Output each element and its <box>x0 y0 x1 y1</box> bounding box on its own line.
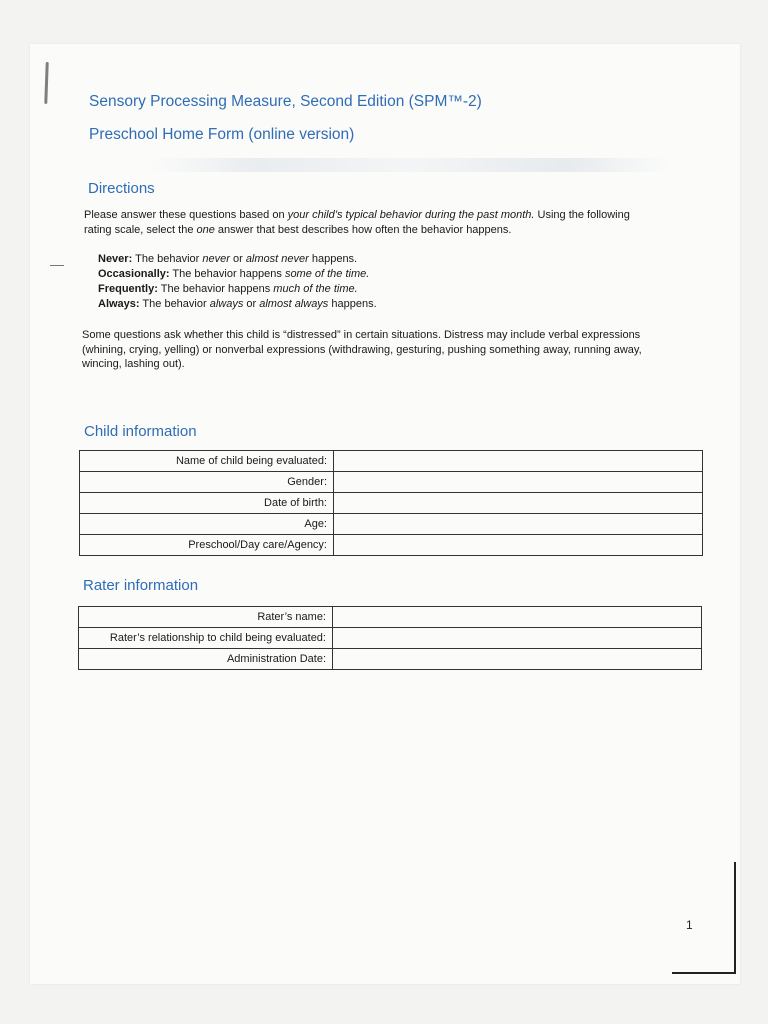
intro-suffix: answer that best describes how often the behavior happens. <box>214 223 512 236</box>
field-label: Gender: <box>80 472 334 493</box>
table-row <box>79 628 702 649</box>
rater-info-heading: Rater information <box>83 577 199 594</box>
scale-item-never: Never: The behavior never or almost never happens. <box>98 253 358 265</box>
table-row <box>80 514 703 535</box>
gender-field[interactable] <box>334 472 703 493</box>
directions-intro <box>84 208 644 237</box>
age-field[interactable] <box>334 514 703 535</box>
date-of-birth-field[interactable] <box>334 493 703 514</box>
page-number: 1 <box>686 918 693 932</box>
scale-item-occasionally: Occasionally: The behavior happens some of the time. <box>98 268 370 280</box>
field-label: Rater’s relationship to child being evaluated: <box>79 628 333 649</box>
intro-prefix: Please answer these questions based on <box>84 209 288 221</box>
intro-one: one <box>196 223 215 236</box>
child-info-table <box>79 450 703 556</box>
table-row <box>80 535 703 556</box>
scan-bleed-through <box>150 158 670 172</box>
child-name-field[interactable] <box>334 451 703 472</box>
field-label: Administration Date: <box>79 649 333 670</box>
distress-note: Some questions ask whether this child is “distressed” in certain situations. Distress may include verbal expressions (whining, crying, yelling) or nonverbal expressions (withdrawing, gesturing, pushing something away, running away, wincing, lashing out). <box>82 329 642 370</box>
directions-heading: Directions <box>88 180 155 197</box>
form-subtitle: Preschool Home Form (online version) <box>89 126 355 143</box>
scale-item-frequently: Frequently: The behavior happens much of the time. <box>98 283 358 295</box>
child-info-heading: Child information <box>84 423 197 440</box>
field-label: Name of child being evaluated: <box>80 451 334 472</box>
intro-middle: Using the following rating scale, select the <box>84 209 630 236</box>
table-row <box>80 472 703 493</box>
agency-field[interactable] <box>334 535 703 556</box>
rater-info-table <box>78 606 702 670</box>
table-row <box>80 493 703 514</box>
scan-artifact-edge-vertical <box>734 862 736 974</box>
rating-scale <box>98 252 377 312</box>
field-label: Age: <box>80 514 334 535</box>
administration-date-field[interactable] <box>333 649 702 670</box>
table-row <box>79 649 702 670</box>
scan-artifact-dash <box>50 265 64 266</box>
document-title: Sensory Processing Measure, Second Edition (SPM™-2) <box>89 93 482 110</box>
table-row <box>80 451 703 472</box>
field-label: Preschool/Day care/Agency: <box>80 535 334 556</box>
field-label: Date of birth: <box>80 493 334 514</box>
rater-name-field[interactable] <box>333 607 702 628</box>
rater-relationship-field[interactable] <box>333 628 702 649</box>
field-label: Rater’s name: <box>79 607 333 628</box>
scale-item-always: Always: The behavior always or almost always happens. <box>98 298 377 310</box>
scan-artifact-edge-horizontal <box>672 972 736 974</box>
intro-emphasis: your child’s typical behavior during the past month. <box>287 209 535 221</box>
table-row <box>79 607 702 628</box>
